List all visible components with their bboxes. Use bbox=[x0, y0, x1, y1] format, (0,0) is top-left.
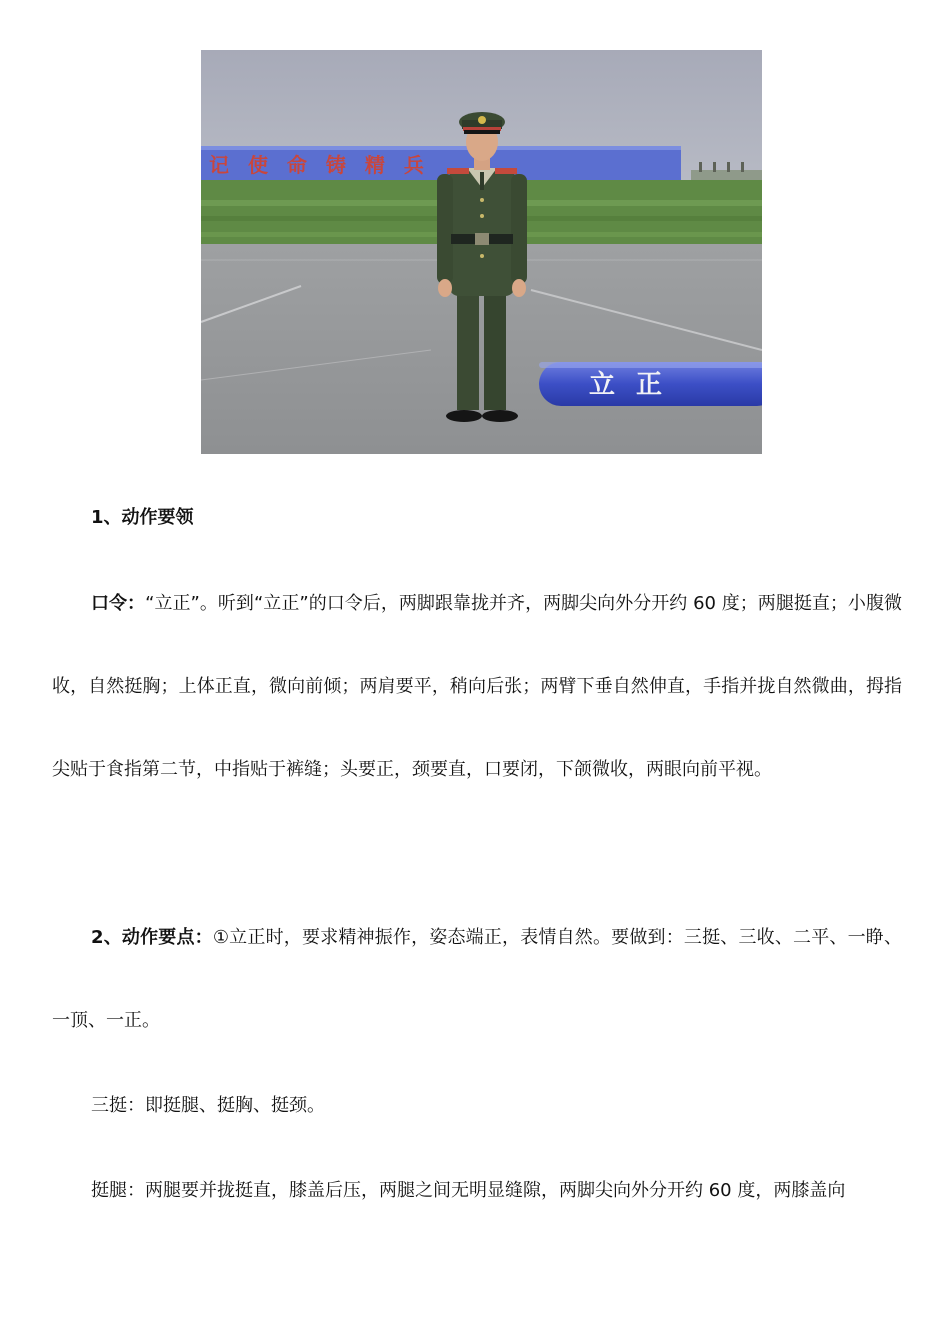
caption-banner bbox=[539, 362, 762, 406]
three-straight-text: 三挺：即挺腿、挺胸、挺颈。 bbox=[91, 1095, 325, 1116]
command-text: “立正”。听到“立正”的口令后，两脚跟靠拢并齐，两脚尖向外分开约 60 度；两腿挺直；小腹微收，自然挺胸；上体正直，微向前倾；两肩要平，稍向后张；两臂下垂自然伸直，手指并拢自然微曲，拇指尖贴于食指第二节，中指贴于裤缝；头要正，颈要直，口要闭，下颌微收，两眼向前平视。 bbox=[52, 593, 902, 780]
straight-legs-text: 挺腿：两腿要并拢挺直，膝盖后压，两腿之间无明显缝隙，两脚尖向外分开约 60 度，两膝盖向 bbox=[91, 1180, 846, 1201]
standing-at-attention-photo bbox=[201, 50, 762, 454]
paragraph-three-straight bbox=[52, 1064, 902, 1147]
heading-1: 1、动作要领 bbox=[91, 507, 194, 528]
banner-slogan: 记 使 命 铸 精 兵 bbox=[209, 153, 430, 177]
points-label: 2、动作要点： bbox=[91, 927, 213, 948]
caption-text: 立 正 bbox=[589, 370, 669, 400]
paragraph-command bbox=[52, 562, 902, 811]
points-text: ①立正时，要求精神振作，姿态端正，表情自然。要做到：三挺、三收、二平、一睁、一顶、一正。 bbox=[52, 927, 902, 1031]
paragraph-action-points bbox=[52, 896, 902, 1062]
photo-illustration bbox=[201, 50, 762, 454]
command-label: 口令： bbox=[91, 593, 146, 614]
paragraph-straight-legs bbox=[52, 1149, 902, 1232]
heading-action-essentials bbox=[52, 476, 902, 559]
